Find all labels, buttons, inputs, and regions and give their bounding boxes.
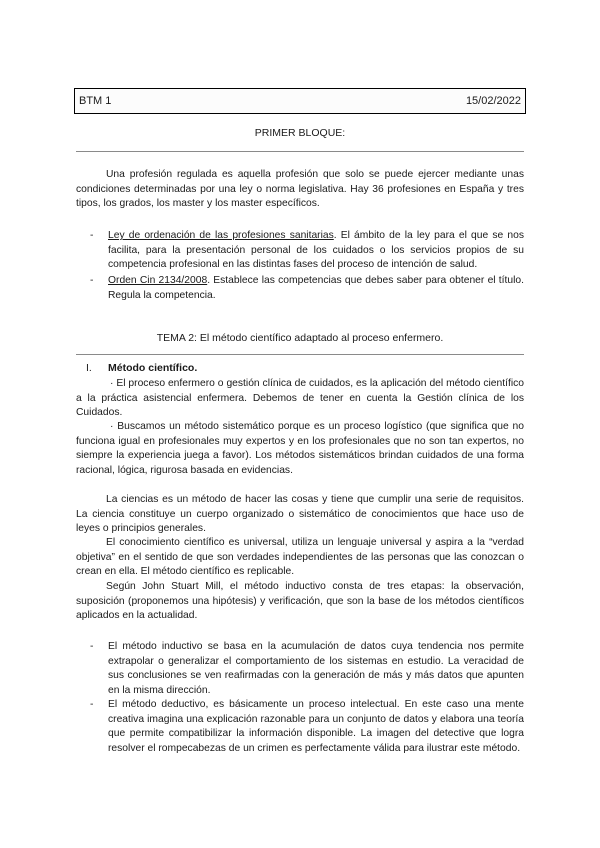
block-title: PRIMER BLOQUE:	[254, 127, 346, 139]
list-item: El método deductivo, es básicamente un proceso intelectual. En este caso una mente creativa imagina una explicación razonable para un conjunto de datos y elabora una teoría que permite compatibilizar la información disponible. La imagen del detective que logra resolver el rompecabezas de un crimen es perfectamente válida para ilustrar este método.	[108, 699, 524, 754]
divider	[76, 151, 524, 152]
bullet-dash: -	[90, 641, 94, 652]
list-item: Orden Cin 2134/2008. Establece las competencias que debes saber para obtener el título. Regula la competencia.	[108, 275, 524, 301]
bullet-dash: -	[90, 699, 94, 710]
intro-paragraph: Una profesión regulada es aquella profesión que solo se puede ejercer mediante unas condiciones determinadas por una ley o norma legislativa. Hay 36 profesiones en España y tres tipos, los grados, los master y los master específicos.	[76, 169, 524, 210]
body-paragraph: Según John Stuart Mill, el método inductivo consta de tres etapas: la observación, suposición (proponemos una hipótesis) y verificación, que son la base de los métodos científicos aplicados en la actualidad.	[76, 581, 524, 622]
topic-title: TEMA 2: El método científico adaptado al proceso enfermero.	[156, 332, 444, 344]
bullet-dash: -	[90, 230, 94, 241]
body-paragraph: La ciencias es un método de hacer las cosas y tiene que cumplir una serie de requisitos. La ciencia constituye un cuerpo organizado o sistemático de conocimientos que hace uso de leyes o principios generales.	[76, 494, 524, 535]
law-title: Orden Cin 2134/2008	[108, 275, 208, 286]
header-date: 15/02/2022	[465, 95, 521, 107]
header-box	[74, 88, 526, 114]
point-paragraph: · Buscamos un método sistemático porque es un proceso logístico (que significa que no funciona igual en profesionales muy expertos y en los profesionales que no son tan expertos, no siempre la experiencia juega a favor). Los métodos sistemáticos brindan cuidados de una forma racional, lógica, rigurosa basada en evidencias.	[76, 421, 524, 476]
body-paragraph: El conocimiento científico es universal, utiliza un lenguaje universal y aspira a la “verdad objetiva” en el sentido de que son verdades independientes de las personas que las conozcan o crean en ella. El método científico es replicable.	[76, 537, 524, 578]
course-code: BTM 1	[79, 95, 112, 107]
bullet-dash: -	[90, 275, 94, 286]
point-paragraph: · El proceso enfermero o gestión clínica de cuidados, es la aplicación del método científico a la práctica asistencial enfermera. Debemos de tener en cuenta la Gestión clínica de los Cuidados.	[76, 378, 524, 419]
list-item: El método inductivo se basa en la acumulación de datos cuya tendencia nos permite extrapolar o generalizar el comportamiento de los sistemas en estudio. La veracidad de sus conclusiones se ven reafirmadas con la generación de más y más datos que apunten en la misma dirección.	[108, 641, 524, 696]
law-title: Ley de ordenación de las profesiones sanitarias	[108, 230, 334, 241]
section-title: Método científico.	[108, 362, 198, 374]
divider	[76, 354, 524, 355]
section-numeral: I.	[86, 362, 92, 374]
list-item: Ley de ordenación de las profesiones sanitarias. El ámbito de la ley para el que se nos facilita, para la presentación personal de los cuidados o los servicios propios de su competencia profesional en las distintas fases del proceso de intención de salud.	[108, 230, 524, 271]
